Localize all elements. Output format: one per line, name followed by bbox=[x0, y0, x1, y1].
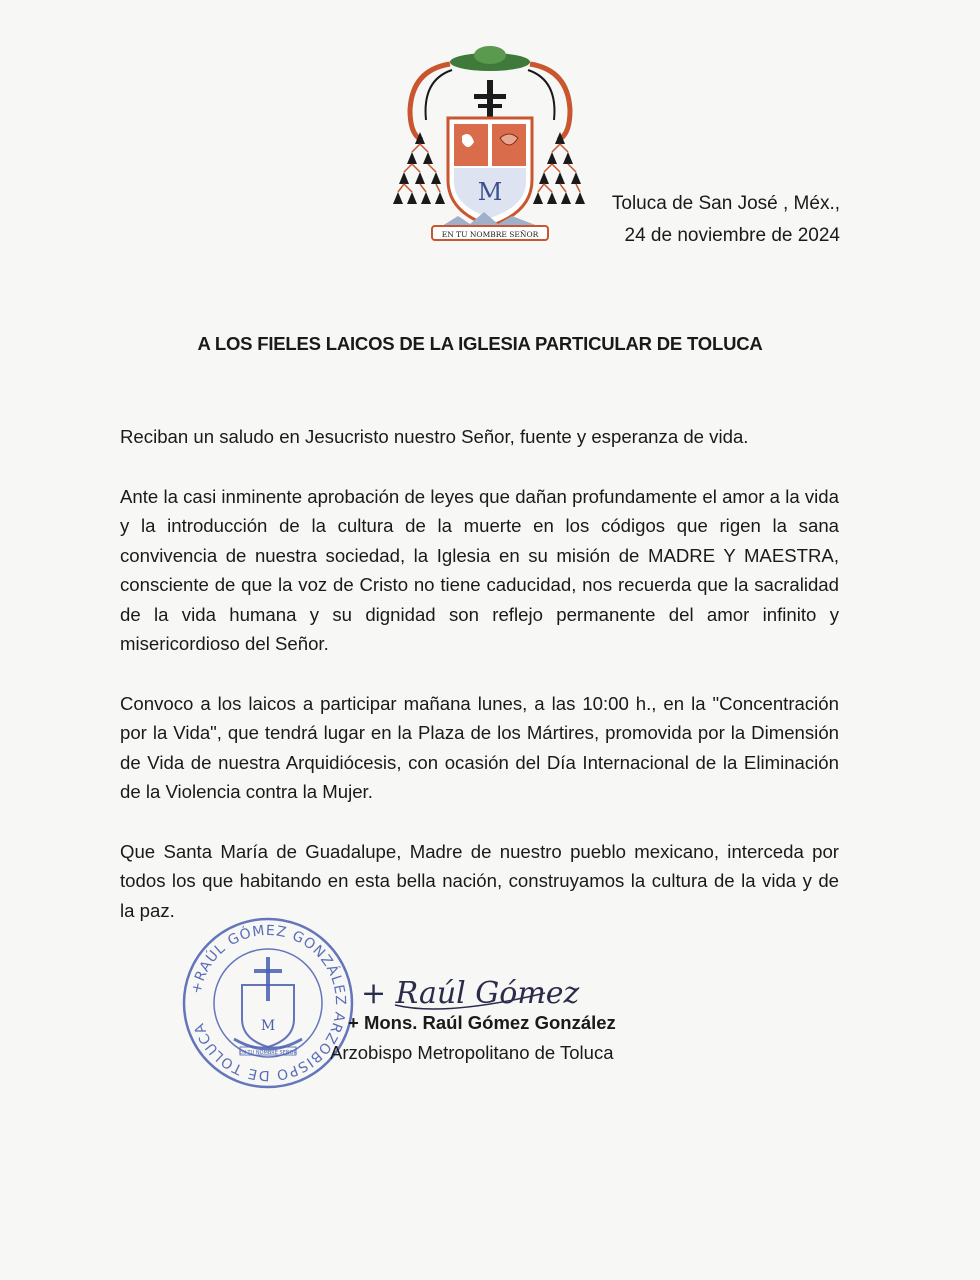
svg-text:+RAÚL GÓMEZ GONZÁLEZ ARZOBISP: +RAÚL GÓMEZ GONZÁLEZ ARZOBISPO DE TOLUCA bbox=[188, 922, 349, 1084]
svg-text:EN TU NOMBRE SEÑOR: EN TU NOMBRE SEÑOR bbox=[239, 1050, 297, 1056]
place-date-block bbox=[560, 188, 840, 252]
svg-text:+ Raúl Gómez: + Raúl Gómez bbox=[361, 976, 580, 1011]
addressee-heading: A LOS FIELES LAICOS DE LA IGLESIA PARTICULAR DE TOLUCA bbox=[197, 333, 763, 354]
coat-of-arms-logo bbox=[392, 40, 588, 250]
date-line: 24 de noviembre de 2024 bbox=[624, 225, 840, 246]
archbishop-seal-stamp bbox=[180, 915, 356, 1091]
paragraph-laws: Ante la casi inminente aprobación de leyes que dañan profundamente el amor a la vida y la introducción de la cultura de la muerte en los códigos que rigen la sana convivencia de nuestra sociedad, la Iglesia en su misión de MADRE Y MAESTRA, consciente de que la voz de Cristo no tiene caducidad, nos recuerda que la sacralidad de la vida humana y su dignidad son reflejo permanente del amor infinito y misericordioso del Señor. bbox=[120, 485, 839, 654]
signer-name: + Mons. Raúl Gómez González bbox=[348, 1012, 616, 1033]
paragraph-closing: Que Santa María de Guadalupe, Madre de nuestro pueblo mexicano, interceda por todos los que habitando en esta bella nación, construyamos la cultura de la vida y de la paz. bbox=[120, 840, 839, 921]
svg-text:M: M bbox=[260, 1018, 276, 1034]
paragraph-greeting: Reciban un saludo en Jesucristo nuestro Señor, fuente y esperanza de vida. bbox=[120, 426, 749, 447]
signer-title: Arzobispo Metropolitano de Toluca bbox=[330, 1042, 614, 1063]
place-line: Toluca de San José , Méx., bbox=[611, 193, 840, 214]
motto-text: EN TU NOMBRE SEÑOR bbox=[441, 230, 539, 239]
letter-body bbox=[120, 422, 839, 925]
svg-text:M: M bbox=[477, 178, 503, 206]
paragraph-convocation: Convoco a los laicos a participar mañana lunes, a las 10:00 h., en la "Concentración por la Vida", que tendrá lugar en la Plaza de los Mártires, promovida por la Dimensión de Vida de nuestra Arquidiócesis, con ocasión del Día Internacional de la Eliminación de la Violencia contra la Mujer. bbox=[120, 692, 839, 802]
